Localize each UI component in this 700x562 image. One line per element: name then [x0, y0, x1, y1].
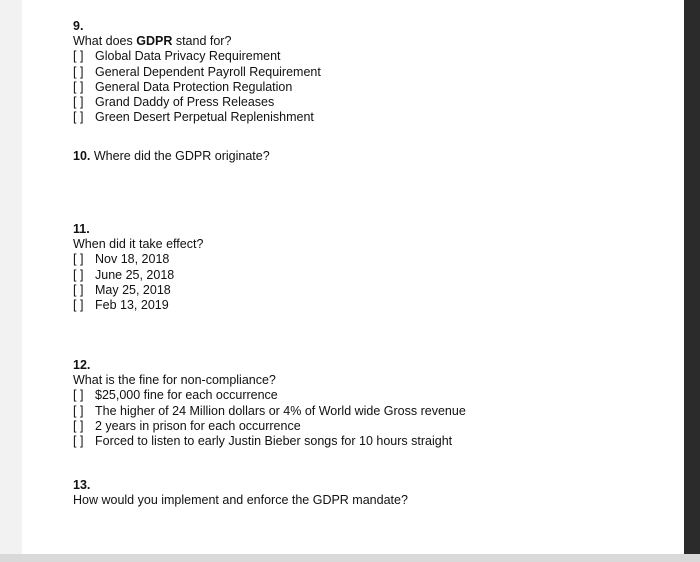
question-13 [73, 478, 408, 508]
option-label: 2 years in prison for each occurrence [95, 418, 301, 433]
checkbox[interactable]: [ ] [73, 388, 84, 403]
option-item[interactable] [73, 110, 321, 125]
question-number: 13. [73, 478, 91, 492]
question-number: 12. [73, 358, 91, 372]
option-label: Feb 13, 2019 [95, 298, 169, 313]
question-9 [73, 19, 321, 125]
question-11 [73, 222, 203, 313]
question-text: When did it take effect? [73, 237, 204, 252]
question-text: What does GDPR stand for? [73, 34, 232, 49]
checkbox[interactable]: [ ] [73, 64, 84, 79]
option-label: Grand Daddy of Press Releases [95, 95, 275, 110]
question-text: 10. Where did the GDPR originate? [73, 149, 270, 163]
option-item[interactable] [73, 419, 466, 434]
option-item[interactable] [73, 434, 466, 449]
question-number: 9. [73, 19, 84, 33]
checkbox[interactable]: [ ] [73, 418, 84, 433]
question-12 [73, 358, 466, 449]
option-item[interactable] [73, 298, 203, 313]
screen-edge [684, 0, 700, 562]
gdpr-emphasis: GDPR [136, 34, 173, 49]
option-label: Global Data Privacy Requirement [95, 49, 281, 64]
checkbox[interactable]: [ ] [73, 267, 84, 282]
question-10 [73, 149, 270, 164]
option-label: May 25, 2018 [95, 282, 171, 297]
option-item[interactable] [73, 283, 203, 298]
checkbox[interactable]: [ ] [73, 434, 84, 449]
option-label: June 25, 2018 [95, 267, 175, 282]
option-label: Forced to listen to early Justin Bieber songs for 10 hours straight [95, 434, 453, 449]
question-number: 11. [73, 222, 90, 236]
option-label: General Dependent Payroll Requirement [95, 64, 321, 79]
checkbox[interactable]: [ ] [73, 298, 84, 313]
question-text: What is the fine for non-compliance? [73, 373, 276, 388]
option-label: The higher of 24 Million dollars or 4% of World wide Gross revenue [95, 403, 466, 418]
option-item[interactable] [73, 80, 321, 95]
checkbox[interactable]: [ ] [73, 49, 84, 64]
option-label: $25,000 fine for each occurrence [95, 388, 278, 403]
option-item[interactable] [73, 252, 203, 267]
checkbox[interactable]: [ ] [73, 403, 84, 418]
checkbox[interactable]: [ ] [73, 95, 84, 110]
option-item[interactable] [73, 49, 321, 64]
option-item[interactable] [73, 268, 203, 283]
option-item[interactable] [73, 65, 321, 80]
option-item[interactable] [73, 388, 466, 403]
question-text: How would you implement and enforce the GDPR mandate? [73, 493, 408, 508]
option-label: Nov 18, 2018 [95, 252, 170, 267]
checkbox[interactable]: [ ] [73, 252, 84, 267]
option-item[interactable] [73, 404, 466, 419]
checkbox[interactable]: [ ] [73, 110, 84, 125]
checkbox[interactable]: [ ] [73, 79, 84, 94]
screen-bottom-edge [0, 554, 700, 562]
question-number: 10. [73, 149, 91, 163]
checkbox[interactable]: [ ] [73, 282, 84, 297]
option-item[interactable] [73, 95, 321, 110]
option-label: General Data Protection Regulation [95, 79, 293, 94]
option-label: Green Desert Perpetual Replenishment [95, 110, 314, 125]
